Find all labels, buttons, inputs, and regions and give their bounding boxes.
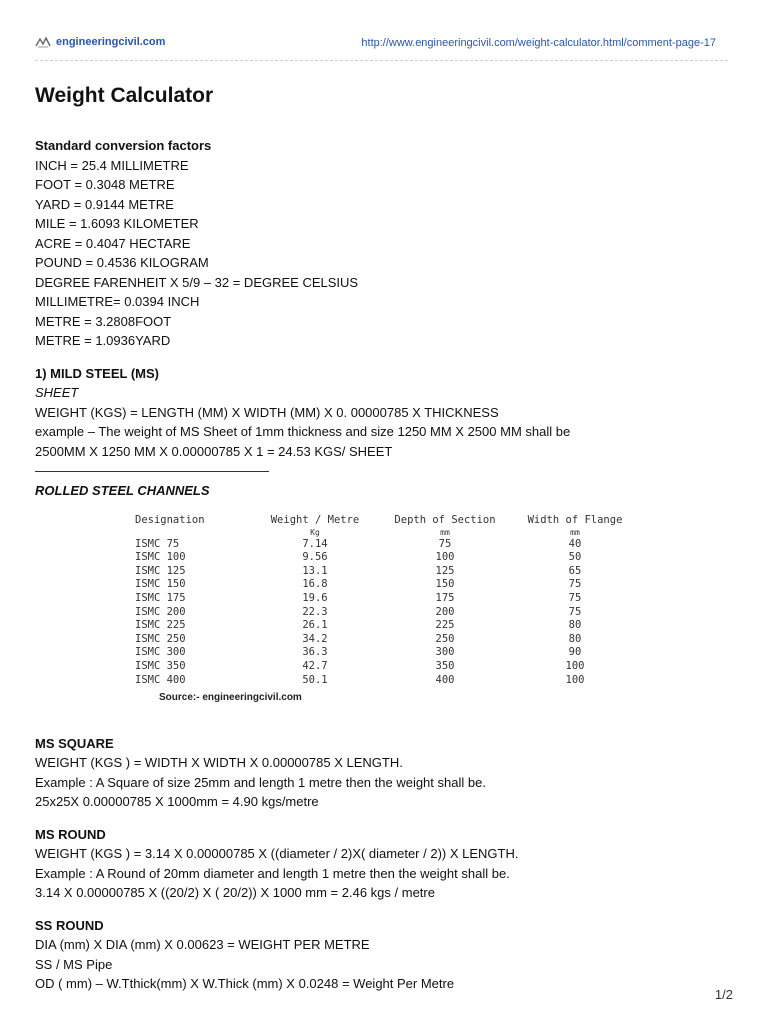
table-cell: 80: [568, 632, 582, 645]
table-cell: ISMC 350: [135, 659, 186, 672]
table-row: [135, 565, 635, 579]
unit-cell: mm: [440, 527, 450, 537]
table-cell: ISMC 150: [135, 578, 186, 591]
ms-square-heading: MS SQUARE: [35, 735, 114, 751]
conversion-line: METRE = 3.2808FOOT: [35, 313, 172, 329]
table-cell: ISMC 75: [135, 537, 180, 550]
table-cell: 75: [438, 537, 452, 550]
table-cell: 225: [435, 619, 455, 632]
mild-steel-line: WEIGHT (KGS) = LENGTH (MM) X WIDTH (MM) X 0. 00000785 X THICKNESS: [35, 404, 499, 420]
table-cell: 50: [568, 551, 582, 564]
column-header: Width of Flange: [527, 514, 623, 526]
mild-steel-line: 2500MM X 1250 MM X 0.00000785 X 1 = 24.53 KGS/ SHEET: [35, 443, 393, 459]
table-row: [135, 592, 635, 606]
column-header: Weight / Metre: [270, 514, 360, 526]
table-row: [135, 646, 635, 660]
table-source: Source:- engineeringcivil.com: [159, 692, 302, 704]
ms-round-line: WEIGHT (KGS ) = 3.14 X 0.00000785 X ((diameter / 2)X( diameter / 2)) X LENGTH.: [35, 846, 519, 862]
table-row: [135, 660, 635, 674]
table-cell: 22.3: [302, 605, 328, 618]
section-rule: ——————————————————: [35, 463, 269, 478]
site-logo-icon: [35, 36, 51, 48]
table-cell: 250: [435, 632, 455, 645]
conversion-line: ACRE = 0.4047 HECTARE: [35, 235, 191, 251]
table-cell: 36.3: [302, 646, 328, 659]
conversion-line: DEGREE FARENHEIT X 5/9 – 32 = DEGREE CELSIUS: [35, 274, 359, 290]
page-url[interactable]: http://www.engineeringcivil.com/weight-calculator.html/comment-page-17: [361, 37, 716, 49]
ms-round-line: Example : A Round of 20mm diameter and length 1 metre then the weight shall be.: [35, 865, 510, 881]
mild-steel-heading: 1) MILD STEEL (MS): [35, 365, 159, 381]
table-cell: ISMC 300: [135, 646, 186, 659]
table-cell: ISMC 225: [135, 619, 186, 632]
table-cell: 150: [435, 578, 455, 591]
ss-round-line: OD ( mm) – W.Tthick(mm) X W.Thick (mm) X 0.0248 = Weight Per Metre: [35, 976, 455, 992]
conversion-line: FOOT = 0.3048 METRE: [35, 177, 175, 192]
table-cell: 200: [435, 605, 455, 618]
table-cell: ISMC 175: [135, 591, 186, 604]
page-number: 1/2: [714, 987, 733, 1002]
column-header: Designation: [135, 514, 205, 526]
page-header: [35, 36, 728, 52]
column-header: Depth of Section: [394, 514, 496, 526]
table-row: [135, 578, 635, 592]
table-cell: 300: [435, 646, 455, 659]
ms-square-line: WEIGHT (KGS ) = WIDTH X WIDTH X 0.00000785 X LENGTH.: [35, 755, 403, 771]
table-header-row: [135, 514, 635, 528]
table-cell: 9.56: [302, 551, 328, 564]
table-cell: 65: [568, 564, 582, 577]
site-name: engineeringcivil.com: [56, 36, 166, 48]
conversion-line: YARD = 0.9144 METRE: [35, 196, 174, 212]
table-row: [135, 551, 635, 565]
table-cell: 19.6: [302, 591, 328, 604]
unit-cell: [135, 528, 255, 538]
ms-round-heading: MS ROUND: [35, 826, 106, 842]
table-unit-row: [135, 528, 635, 538]
table-cell: 7.14: [302, 537, 328, 550]
table-cell: 40: [568, 537, 582, 550]
header-divider: [35, 60, 728, 61]
channels-heading: ROLLED STEEL CHANNELS: [35, 482, 210, 498]
table-cell: 90: [568, 646, 582, 659]
table-cell: 400: [435, 673, 455, 686]
ms-square-line: 25x25X 0.00000785 X 1000mm = 4.90 kgs/metre: [35, 794, 319, 810]
unit-cell: mm: [570, 527, 580, 537]
ss-round-line: DIA (mm) X DIA (mm) X 0.00623 = WEIGHT PER METRE: [35, 937, 370, 953]
channels-table: [135, 514, 635, 687]
conversion-line: MILE = 1.6093 KILOMETER: [35, 216, 199, 231]
table-cell: 13.1: [302, 564, 328, 577]
unit-cell: Kg: [310, 527, 320, 537]
page-title: Weight Calculator: [35, 84, 214, 107]
ss-round-line: SS / MS Pipe: [35, 956, 113, 972]
table-cell: 75: [568, 578, 582, 591]
table-cell: ISMC 200: [135, 605, 186, 618]
article-body: [35, 136, 735, 994]
conversion-line: POUND = 0.4536 KILOGRAM: [35, 255, 209, 270]
table-cell: 50.1: [302, 673, 328, 686]
table-cell: 75: [568, 605, 582, 618]
ss-round-heading: SS ROUND: [35, 917, 104, 933]
table-cell: 125: [435, 564, 455, 577]
table-cell: 100: [565, 673, 585, 686]
table-cell: ISMC 100: [135, 551, 186, 564]
table-cell: 16.8: [302, 578, 328, 591]
conversion-line: MILLIMETRE= 0.0394 INCH: [35, 294, 200, 309]
table-cell: 75: [568, 591, 582, 604]
mild-steel-line: example – The weight of MS Sheet of 1mm thickness and size 1250 MM X 2500 MM shall be: [35, 424, 571, 439]
table-cell: 26.1: [302, 619, 328, 632]
conversion-line: METRE = 1.0936YARD: [35, 333, 171, 348]
conversion-line: INCH = 25.4 MILLIMETRE: [35, 157, 189, 173]
table-cell: 175: [435, 591, 455, 604]
table-cell: ISMC 400: [135, 673, 186, 686]
table-cell: ISMC 125: [135, 564, 186, 577]
site-link[interactable]: [35, 36, 165, 48]
table-cell: 350: [435, 659, 455, 672]
table-row: [135, 674, 635, 688]
table-row: [135, 633, 635, 647]
table-cell: 80: [568, 619, 582, 632]
table-row: [135, 538, 635, 552]
table-cell: 34.2: [302, 632, 328, 645]
conversion-heading: Standard conversion factors: [35, 138, 212, 153]
ms-round-line: 3.14 X 0.00000785 X ((20/2) X ( 20/2)) X 1000 mm = 2.46 kgs / metre: [35, 885, 435, 901]
table-row: [135, 606, 635, 620]
ms-square-line: Example : A Square of size 25mm and length 1 metre then the weight shall be.: [35, 774, 486, 790]
table-row: [135, 619, 635, 633]
table-cell: 42.7: [302, 659, 328, 672]
table-cell: ISMC 250: [135, 632, 186, 645]
table-cell: 100: [565, 659, 585, 672]
sheet-subheading: SHEET: [35, 385, 79, 400]
table-cell: 100: [435, 551, 455, 564]
